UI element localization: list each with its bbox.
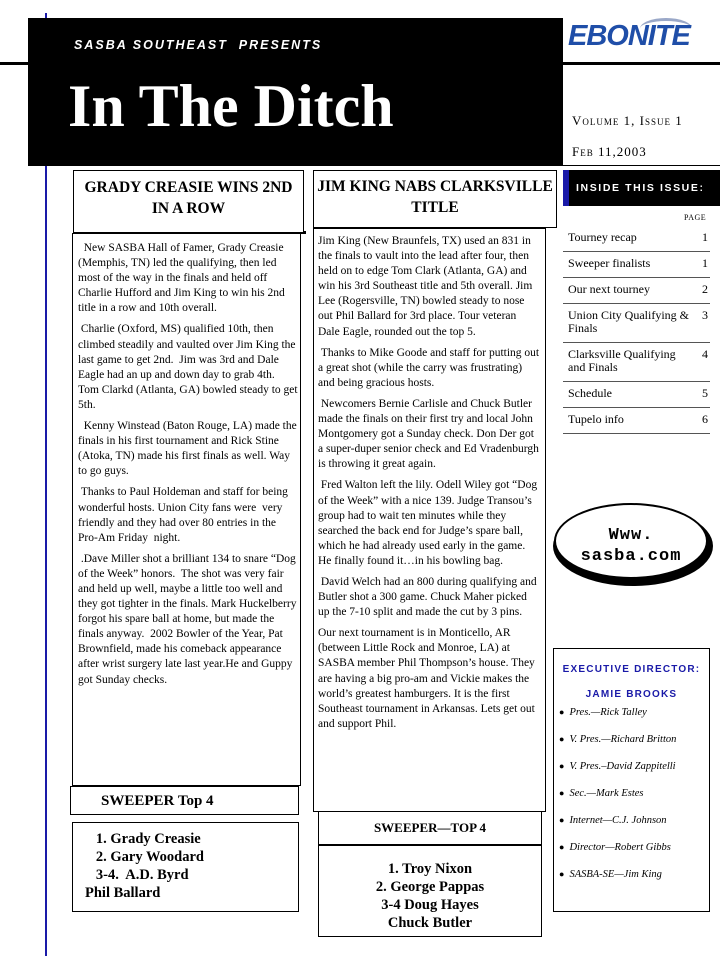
date-rule xyxy=(563,165,720,166)
toc-item[interactable] xyxy=(563,382,710,408)
exec-title: EXECUTIVE DIRECTOR: xyxy=(562,664,701,675)
website-line-2: sasba.com xyxy=(580,547,682,566)
article1-body xyxy=(78,241,301,694)
sweeper2-results xyxy=(318,845,542,937)
sweeper-result: 3-4. A.D. Byrd xyxy=(85,867,189,883)
bullet-icon: ● xyxy=(559,788,565,798)
bullet-icon: ● xyxy=(559,734,565,744)
table-of-contents xyxy=(563,226,710,434)
sweeper-result: Chuck Butler xyxy=(387,915,473,931)
article-paragraph: Charlie (Oxford, MS) qualified 10th, then climbed steadily and vaulted over Jim King the last game to get 2nd. Jim was 3rd and Dale Eagle had an up and down day to grab 4th. Tom Clarkd (Atlanta, GA) bowled steady to get 5th. xyxy=(78,323,301,411)
toc-item[interactable] xyxy=(563,304,710,343)
officer-item xyxy=(559,760,676,787)
volume-issue: Volume 1, Issue 1 xyxy=(572,113,683,128)
toc-item-label: Tupelo info xyxy=(568,412,624,426)
toc-item-page: 1 xyxy=(702,256,708,270)
presents-line: SASBA SOUTHEAST PRESENTS xyxy=(74,38,323,52)
sweeper2-title: SWEEPER—TOP 4 xyxy=(318,811,542,845)
bullet-icon: ● xyxy=(559,869,565,879)
officer-name: V. Pres.—Richard Britton xyxy=(569,734,677,745)
sweeper-result: 2. George Pappas xyxy=(375,879,485,895)
inside-issue-title: INSIDE THIS ISSUE: xyxy=(576,182,705,194)
website-link[interactable] xyxy=(554,525,708,567)
sweeper-result: 1. Grady Creasie xyxy=(85,831,201,847)
officer-item xyxy=(559,841,676,868)
toc-item[interactable] xyxy=(563,252,710,278)
exec-name: JAMIE BROOKS xyxy=(585,689,678,700)
toc-item-page: 6 xyxy=(702,412,708,426)
article-paragraph: Newcomers Bernie Carlisle and Chuck Butler made the finals on their first try and local John Montgomery got a Sunday check. Don Der got a super-duper senior check and Ed Vradenburgh is throwing it great again. xyxy=(318,397,542,471)
sweeper1-title: SWEEPER Top 4 xyxy=(70,786,299,815)
website-line-1: Www. xyxy=(608,526,654,545)
officer-item xyxy=(559,868,676,895)
sweeper-result: 2. Gary Woodard xyxy=(85,849,204,865)
officer-item xyxy=(559,733,676,760)
officer-name: V. Pres.–David Zappitelli xyxy=(569,761,676,772)
inside-issue-accent xyxy=(563,170,569,206)
article1-headline: GRADY CREASIE WINS 2ND IN A ROW xyxy=(73,170,304,233)
officer-name: Pres.—Rick Talley xyxy=(569,707,647,718)
officer-name: Sec.—Mark Estes xyxy=(569,788,644,799)
toc-item-label: Our next tourney xyxy=(568,282,650,296)
sweeper-result: Phil Ballard xyxy=(85,885,161,901)
article-paragraph: .Dave Miller shot a brilliant 134 to snare “Dog of the Week” honors. The shot was very fair and held up well, maybe a little too well and they got tighter in the finals. Mark Huckelberry forgot his spare ball at home, but made the finals anyway. 2002 Bowler of the Year, Pat Brownfield, made his comeback appearance after wrist surgery late last year.He and Guppy got Sunday checks. xyxy=(78,552,300,686)
article-paragraph: David Welch had an 800 during qualifying and Butler shot a 300 game. Chuck Maher picked up the 7-10 split and made the cut by 3 pins. xyxy=(318,575,540,619)
masthead-rule xyxy=(0,62,720,65)
bullet-icon: ● xyxy=(559,815,565,825)
article-paragraph: Fred Walton left the lily. Odell Wiley got “Dog of the Week” with a nice 139. Judge Transou’s group had to wait ten minutes while they searched the back end for Judge’s spare ball, which he had already used early in the game. He finally found it…in his bowling bag. xyxy=(318,479,540,567)
ebonite-logo: EBONITE xyxy=(568,20,690,52)
article-paragraph: Kenny Winstead (Baton Rouge, LA) made the finals in his first tournament and Rick Stine (Atoka, TN) made his first finals as well. Way to go guys. xyxy=(78,420,300,478)
officer-name: SASBA-SE—Jim King xyxy=(569,869,662,880)
bullet-icon: ● xyxy=(559,761,565,771)
toc-item-page: 1 xyxy=(702,230,708,244)
article-paragraph: New SASBA Hall of Famer, Grady Creasie (Memphis, TN) led the qualifying, then led most of the way in the finals and held off Charlie Hufford and Jim King to win his 2nd title in a row and 10th overall. xyxy=(78,242,288,315)
bullet-icon: ● xyxy=(559,707,565,717)
article-paragraph: Thanks to Mike Goode and staff for putting out a great shot (while the carry was frustrating) and being gracious hosts. xyxy=(318,346,543,389)
toc-item-label: Sweeper finalists xyxy=(568,256,651,270)
toc-item-label: Clarksville Qualifying and Finals xyxy=(568,347,676,374)
officer-item xyxy=(559,706,676,733)
sweeper-result: 3-4 Doug Hayes xyxy=(381,897,479,913)
toc-item[interactable] xyxy=(563,278,710,304)
article-paragraph: Our next tournament is in Monticello, AR (between Little Rock and Monroe, LA) at SASBA member Phil Thompson’s house. They are having a big pro-am and Vickie makes the world’s greatest hamburgers. It is the first Southeast tournament in Arkansas. Lets get out and support Phil. xyxy=(318,627,538,730)
officer-name: Internet—C.J. Johnson xyxy=(569,815,667,826)
toc-item-label: Tourney recap xyxy=(568,230,637,244)
toc-item-page: 5 xyxy=(702,386,708,400)
toc-item[interactable] xyxy=(563,408,710,434)
toc-item-page: 4 xyxy=(702,347,708,361)
officer-name: Director—Robert Gibbs xyxy=(569,842,671,853)
newsletter-title: In The Ditch xyxy=(68,73,394,139)
sweeper1-results xyxy=(72,822,299,912)
article-paragraph: Jim King (New Braunfels, TX) used an 831 in the finals to vault into the lead after four, then held on to edge Tom Clark (Atlanta, GA) and win his 3rd Southeast title and 5th overall. Jim Lee (Rogersville, TN) bowled steady to nose out Phil Ballard for 3rd place. Tour veteran Dale Eagle, rounded out the top 5. xyxy=(318,235,536,338)
toc-item-page: 2 xyxy=(702,282,708,296)
exec-director-heading xyxy=(553,657,710,707)
sweeper-result: 1. Troy Nixon xyxy=(387,861,473,877)
article2-headline: JIM KING NABS CLARKSVILLE TITLE xyxy=(313,170,557,228)
officer-item xyxy=(559,787,676,814)
page-column-header: PAGE xyxy=(684,213,707,222)
toc-item-label: Union City Qualifying & Finals xyxy=(568,308,689,335)
toc-item-label: Schedule xyxy=(568,386,612,400)
officers-list xyxy=(559,706,676,895)
bullet-icon: ● xyxy=(559,842,565,852)
toc-item[interactable] xyxy=(563,343,710,382)
article2-body xyxy=(318,234,543,738)
toc-item-page: 3 xyxy=(702,308,708,322)
toc-item[interactable] xyxy=(563,226,710,252)
article-paragraph: Thanks to Paul Holdeman and staff for being wonderful hosts. Union City fans were very friendly and they had over 80 entries in the Pro-Am Friday night. xyxy=(78,486,291,544)
officer-item xyxy=(559,814,676,841)
issue-date: Feb 11,2003 xyxy=(572,144,647,159)
